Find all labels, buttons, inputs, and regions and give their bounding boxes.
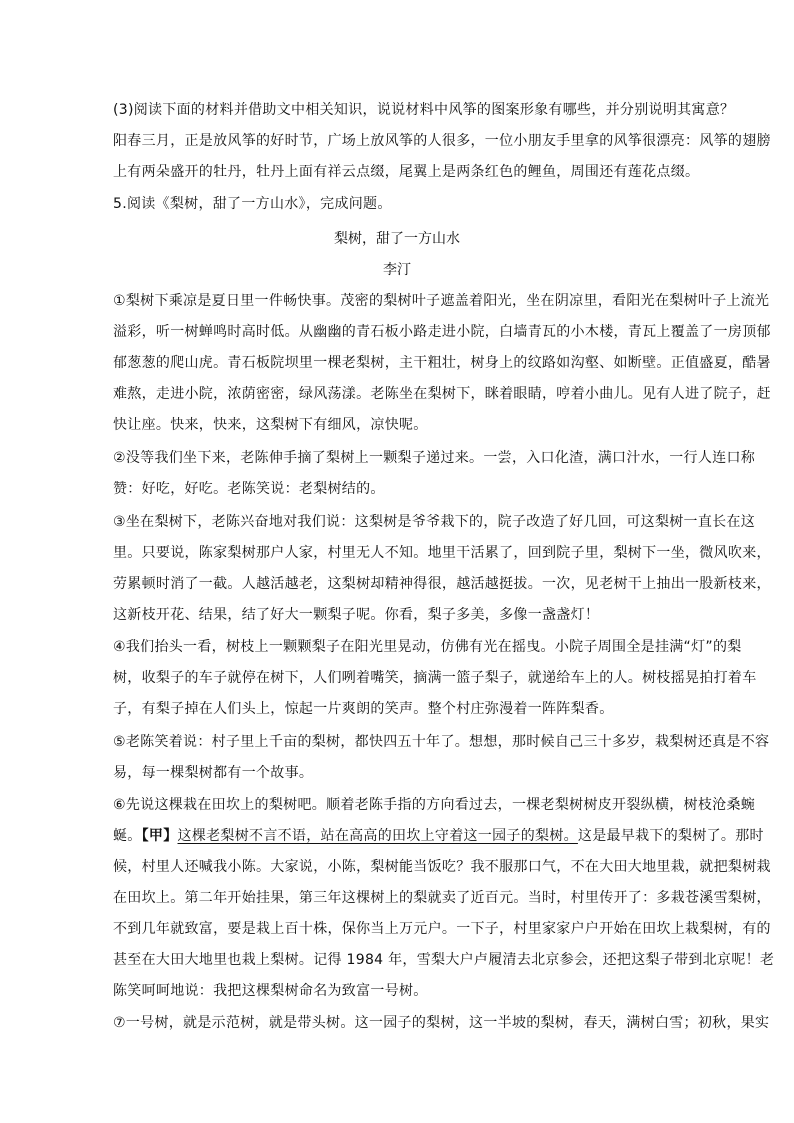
q3-material-line: 上有两朵盛开的牡丹，牡丹上面有祥云点缀，尾翼上是两条红色的鲤鱼，周围还有莲花点缀。 [113,164,700,180]
article-title: 梨树，甜了一方山水 [334,231,460,247]
paragraph-line: 易，每一棵梨树都有一个故事。 [113,765,314,781]
paragraph-line: 溢彩，听一树蝉鸣时高时低。从幽幽的青石板小路走进小院，白墙青瓦的小木楼，青瓦上覆盖了一房顶郁 [113,324,771,340]
paragraph-line: 这新枝开花、结果，结了好大一颗梨子呢。你看，梨子多美，多像一盏盏灯！ [113,607,600,623]
paragraph-line-marked [113,826,764,846]
paragraph-line: ①梨树下乘凉是夏日里一件畅快事。茂密的梨树叶子遮盖着阳光，坐在阴凉里，看阳光在梨树叶子上流光 [113,293,770,309]
paragraph-line: 赞：好吃，好吃。老陈笑说：老梨树结的。 [113,481,385,497]
paragraph-line: 郁葱葱的爬山虎。青石板院坝里一棵老梨树，主干粗壮，树身上的纹路如沟壑、如断壁。正值盛夏，酷暑 [113,355,771,371]
question-3: (3)阅读下面的材料并借助文中相关知识，说说材料中风筝的图案形象有哪些，并分别说明其寓意？ [113,102,735,118]
paragraph-line: 甚至在大田大地里也栽上梨树。记得 1984 年，雪梨大户卢履清去北京参会，还把这梨子带到北京呢！老 [113,952,775,968]
paragraph-line: ⑦一号树，就是示范树，就是带头树。这一园子的梨树，这一半坡的梨树，春天，满树白雪；初秋，果实 [113,1015,770,1031]
paragraph-line: 子，有梨子掉在人们头上，惊起一片爽朗的笑声。整个村庄弥漫着一阵阵梨香。 [113,701,614,717]
paragraph-line: 候，村里人还喊我小陈。大家说，小陈，梨树能当饭吃？我不服那口气，不在大田大地里栽，就把梨树栽 [113,859,771,875]
paragraph-line: 劳累顿时消了一截。人越活越老，这梨树却精神得很，越活越挺拔。一次，见老树干上抽出一股新枝来， [113,576,771,592]
q3-material-line: 阳春三月，正是放风筝的好时节，广场上放风筝的人很多，一位小朋友手里拿的风筝很漂亮：风筝的翅膀 [113,133,771,149]
underlined-sentence: 这棵老梨树不言不语，站在高高的田坎上守着这一园子的梨树。 [177,828,578,844]
paragraph-line: 快让座。快来，快来，这梨树下有细风，凉快呢。 [113,417,428,433]
paragraph-line: 陈笑呵呵地说：我把这棵梨树命名为致富一号树。 [113,983,428,999]
paragraph-line: 难熬，走进小院，浓荫密密，绿风荡漾。老陈坐在梨树下，眯着眼睛，哼着小曲儿。见有人进了院子，赶 [113,386,771,402]
paragraph-line: 里。只要说，陈家梨树那户人家，村里无人不知。地里干活累了，回到院子里，梨树下一坐，微风吹来， [113,545,771,561]
question-5-intro: 5.阅读《梨树，甜了一方山水》，完成问题。 [113,196,392,212]
article-author: 李汀 [383,262,411,278]
paragraph-line: ②没等我们坐下来，老陈伸手摘了梨树上一颗梨子递过来。一尝，入口化渣，满口汁水，一行人连口称 [113,450,756,466]
marker-jia: 【甲】 [141,828,178,844]
paragraph-line: 不到几年就致富，要是栽上百十株，保你当上万元户。一下子，村里家家户户开始在田坎上栽梨树，有的 [113,921,771,937]
paragraph-line: 树，收梨子的车子就停在树下，人们咧着嘴笑，摘满一篮子梨子，就递给车上的人。树枝摇晃拍打着车 [113,670,757,686]
paragraph-line: ④我们抬头一看，树枝上一颗颗梨子在阳光里晃动，仿佛有光在摇曳。小院子周围全是挂满“灯”的梨 [113,639,742,655]
paragraph-line: 在田坎上。第二年开始挂果，第三年这棵树上的梨就卖了近百元。当时，村里传开了：多栽苍溪雪梨树， [113,890,771,906]
text-segment: 这是最早栽下的梨树了。那时 [577,828,764,844]
paragraph-line: ⑤老陈笑着说：村子里上千亩的梨树，都快四五十年了。想想，那时候自己三十多岁，栽梨树还真是不容 [113,734,770,750]
paragraph-line: ③坐在梨树下，老陈兴奋地对我们说：这梨树是爷爷栽下的，院子改造了好几回，可这梨树一直长在这 [113,514,756,530]
paragraph-line: ⑥先说这棵栽在田坎上的梨树吧。顺着老陈手指的方向看过去，一棵老梨树树皮开裂纵横，树枝沧桑蜿 [113,797,756,813]
text-segment: 蜒。 [113,828,142,844]
